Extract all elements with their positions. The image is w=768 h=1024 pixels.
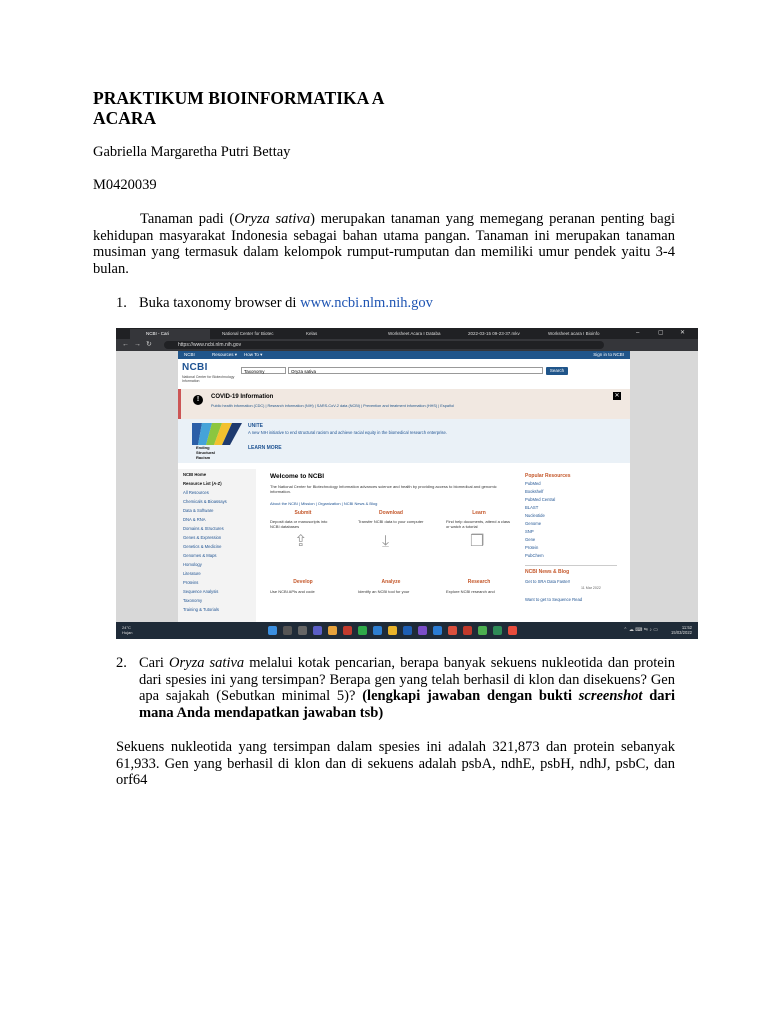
submit-column[interactable]: Submit Deposit data or manuscripts into NCBI databases ⇪ xyxy=(270,511,336,529)
tab-kelas[interactable]: Kelas xyxy=(306,331,318,336)
unite-title: UNITE xyxy=(248,423,263,429)
search-input[interactable]: Oryza sativa xyxy=(288,367,543,374)
ncbi-sidebar xyxy=(178,469,256,622)
url-field[interactable]: https://www.ncbi.nlm.nih.gov xyxy=(164,341,604,349)
clock-date: 15/03/2022 xyxy=(671,630,692,635)
sidebar-item[interactable]: Genetics & Medicine xyxy=(183,544,222,549)
back-icon[interactable]: ← xyxy=(122,341,129,348)
tab-video[interactable]: 2022-03-15 09-23-37.mkv xyxy=(468,331,520,336)
banner-art xyxy=(192,423,242,445)
popular-item[interactable]: Nucleotide xyxy=(525,513,545,518)
upload-icon: ⇪ xyxy=(294,533,308,550)
develop-column[interactable]: Develop Use NCBI APIs and code xyxy=(270,579,315,594)
unite-subtitle: A new NIH initiative to end structural racism and achieve racial equity in the biomedical research enterprise. xyxy=(248,430,448,435)
news-title: NCBI News & Blog xyxy=(525,569,570,575)
ncbi-top-bar xyxy=(178,351,630,359)
sidebar-item[interactable]: Chemicals & Bioassays xyxy=(183,499,227,504)
welcome-section xyxy=(270,469,515,622)
book-icon: ❒ xyxy=(470,533,485,550)
signin-link[interactable]: Sign in to NCBI xyxy=(593,352,624,357)
app-icon[interactable] xyxy=(478,626,487,635)
sidebar-item[interactable]: Proteins xyxy=(183,580,199,585)
covid-alert xyxy=(178,389,630,419)
tab-ncbi-search[interactable]: NCBI - Cari xyxy=(130,329,210,339)
popular-item[interactable]: Genome xyxy=(525,521,542,526)
learn-more-link[interactable]: LEARN MORE xyxy=(248,445,282,451)
close-icon[interactable]: ✕ xyxy=(680,330,686,336)
browser-tab-bar xyxy=(116,328,698,339)
popular-item[interactable]: Bookshelf xyxy=(525,489,544,494)
analyze-column[interactable]: Analyze Identify an NCBI tool for your xyxy=(358,579,410,594)
resources-menu[interactable]: Resources ▾ xyxy=(212,352,238,357)
tab-worksheet-2[interactable]: Worksheet acara I Bioinfo xyxy=(548,331,600,336)
research-column[interactable]: Research Explore NCBI research and xyxy=(446,579,495,594)
sidebar-item[interactable]: Homology xyxy=(183,562,202,567)
ncbi-link[interactable]: www.ncbi.nlm.nih.gov xyxy=(300,295,433,311)
sidebar-item[interactable]: Training & Tutorials xyxy=(183,607,219,612)
sidebar-item[interactable]: Genes & Expression xyxy=(183,535,222,540)
sidebar-item[interactable]: Taxonomy xyxy=(183,598,203,603)
popular-item[interactable]: Gene xyxy=(525,537,536,542)
covid-links[interactable]: Public health information (CDC) | Research information (NIH) | SARS-CoV-2 data (NCBI) | Prevention and treatment information (HHS) | Español xyxy=(211,404,455,408)
submit-heading: Submit xyxy=(294,510,312,516)
windows-start-icon[interactable] xyxy=(268,626,277,635)
sidebar-item[interactable]: Sequence Analysis xyxy=(183,589,219,594)
alert-close-icon[interactable]: ✕ xyxy=(614,393,620,399)
whatsapp-icon[interactable] xyxy=(358,626,367,635)
app-icon[interactable] xyxy=(433,626,442,635)
ncbi-site xyxy=(178,351,630,622)
ncbi-logo[interactable]: NCBI xyxy=(182,362,208,373)
app-icon[interactable] xyxy=(448,626,457,635)
word-icon[interactable] xyxy=(403,626,412,635)
popular-item[interactable]: PubMed xyxy=(525,481,541,486)
popular-item[interactable]: Protein xyxy=(525,545,539,550)
popular-item[interactable]: SNP xyxy=(525,529,534,534)
step-2-text: Cari Oryza sativa melalui kotak pencarian, berapa banyak sekuens nukleotida dan protein dari spesies ini yang tersimpan? Berapa gen yang telah berhasil di klon dan disekuens? Gen apa sajakah (Sebutkan minimal 5)? (lengkapi jawaban dengan bukti screenshot dari mana Anda mendapatkan jawaban tsb) xyxy=(139,655,675,721)
edge-icon[interactable] xyxy=(373,626,382,635)
ncbi-logo-subtitle: National Center for Biotechnology Information xyxy=(182,375,235,383)
sidebar-item[interactable]: Genomes & Maps xyxy=(183,553,217,558)
search-button[interactable]: Search xyxy=(546,367,568,375)
learn-heading: Learn xyxy=(472,510,486,516)
divider xyxy=(525,565,617,566)
popular-resources-title: Popular Resources xyxy=(525,473,571,479)
welcome-title: Welcome to NCBI xyxy=(270,473,325,480)
news-date: 11 Mar 2022 xyxy=(581,586,601,590)
database-select[interactable]: Taxonomy xyxy=(241,367,286,374)
step-2-number: 2. xyxy=(116,655,127,671)
app-icon[interactable] xyxy=(508,626,517,635)
app-icon[interactable] xyxy=(343,626,352,635)
alert-icon: ! xyxy=(193,395,203,405)
address-bar xyxy=(116,339,698,351)
intro-paragraph: Tanaman padi (Oryza sativa) merupakan tanaman yang memegang peranan penting bagi kehidupan masyarakat Indonesia sebagai bahan utama pangan. Tanaman ini merupakan tanaman musiman yang termasuk dalam kelompok rumput-rumputan dan memiliki umur pendek yaitu 3-4 bulan. xyxy=(93,211,675,277)
author-name: Gabriella Margaretha Putri Bettay xyxy=(93,144,291,160)
download-icon: ⤓ xyxy=(382,533,390,550)
step-1-number: 1. xyxy=(116,295,127,311)
news-item[interactable]: Want to get to Sequence Read xyxy=(525,597,583,602)
popular-item[interactable]: PubMed Central xyxy=(525,497,556,502)
browser-viewport xyxy=(116,351,698,622)
answer-paragraph: Sekuens nukleotida yang tersimpan dalam spesies ini adalah 321,873 dan protein sebanyak 61,933. Gen yang berhasil di klon dan di sekuens adalah psbA, ndhE, psbH, ndhJ, psbC, dan orf64 xyxy=(116,739,675,788)
app-icon[interactable] xyxy=(418,626,427,635)
species-name: Oryza sativa xyxy=(234,211,311,227)
sidebar-item[interactable]: DNA & RNA xyxy=(183,517,206,522)
learn-column[interactable]: Learn Find help documents, attend a class or watch a tutorial ❒ xyxy=(446,510,511,550)
windows-taskbar xyxy=(116,622,698,639)
sidebar-item-resource-list[interactable]: Resource List (A-Z) xyxy=(183,481,222,486)
student-id: M0420039 xyxy=(93,177,157,193)
sidebar-item[interactable]: Literature xyxy=(183,571,201,576)
chrome-icon[interactable] xyxy=(388,626,397,635)
weather-temp: 24°C xyxy=(122,625,131,630)
weather-widget[interactable] xyxy=(122,625,132,635)
unite-banner xyxy=(178,419,630,463)
welcome-text: The National Center for Biotechnology Information advances science and health by providing access to biomedical and genomic information. xyxy=(270,484,497,494)
search-icon[interactable] xyxy=(283,626,292,635)
system-tray[interactable]: ⌃ ☁ ⌨ ⇋ ♪ ▭ xyxy=(623,627,658,633)
banner-art-text: Ending Structural Racism xyxy=(196,445,215,460)
download-column[interactable]: Download Transfer NCBI data to your computer ⤓ xyxy=(358,510,424,550)
download-heading: Download xyxy=(379,510,403,516)
weather-text: Hujan xyxy=(122,630,133,635)
minimize-icon[interactable]: – xyxy=(636,330,640,336)
task-view-icon[interactable] xyxy=(298,626,307,635)
sidebar-item[interactable]: All Resources xyxy=(183,490,209,495)
taskbar-clock[interactable] xyxy=(671,625,692,635)
forward-icon[interactable]: → xyxy=(134,341,141,348)
tab-worksheet-1[interactable]: Worksheet Acara I Databa xyxy=(388,331,441,336)
howto-menu[interactable]: How To ▾ xyxy=(244,352,263,357)
app-icon[interactable] xyxy=(463,626,472,635)
app-icon[interactable] xyxy=(493,626,502,635)
document-title: PRAKTIKUM BIOINFORMATIKA A ACARA xyxy=(93,88,384,128)
sidebar-item-home[interactable]: NCBI Home xyxy=(183,472,207,477)
file-explorer-icon[interactable] xyxy=(328,626,337,635)
sidebar-item[interactable]: Domains & Structures xyxy=(183,526,224,531)
ncbi-screenshot xyxy=(116,328,698,639)
covid-title: COVID-19 Information xyxy=(211,394,274,400)
step-1-text: Buka taxonomy browser di www.ncbi.nlm.nih.gov xyxy=(139,295,433,311)
clock-time: 11:52 xyxy=(681,625,692,630)
reload-icon[interactable]: ↻ xyxy=(146,341,152,348)
news-item[interactable]: Get to SRA Data Faster! xyxy=(525,579,571,584)
sidebar-item[interactable]: Data & Software xyxy=(183,508,214,513)
chat-icon[interactable] xyxy=(313,626,322,635)
welcome-links[interactable]: About the NCBI | Mission | Organization | NCBI News & Blog xyxy=(270,501,378,506)
popular-item[interactable]: BLAST xyxy=(525,505,539,510)
tab-ncbi-home[interactable]: National Center for Biotec xyxy=(222,331,274,336)
popular-item[interactable]: PubChem xyxy=(525,553,544,558)
maximize-icon[interactable]: ▢ xyxy=(658,330,664,336)
ncbi-top-logo[interactable]: NCBI xyxy=(184,352,195,357)
